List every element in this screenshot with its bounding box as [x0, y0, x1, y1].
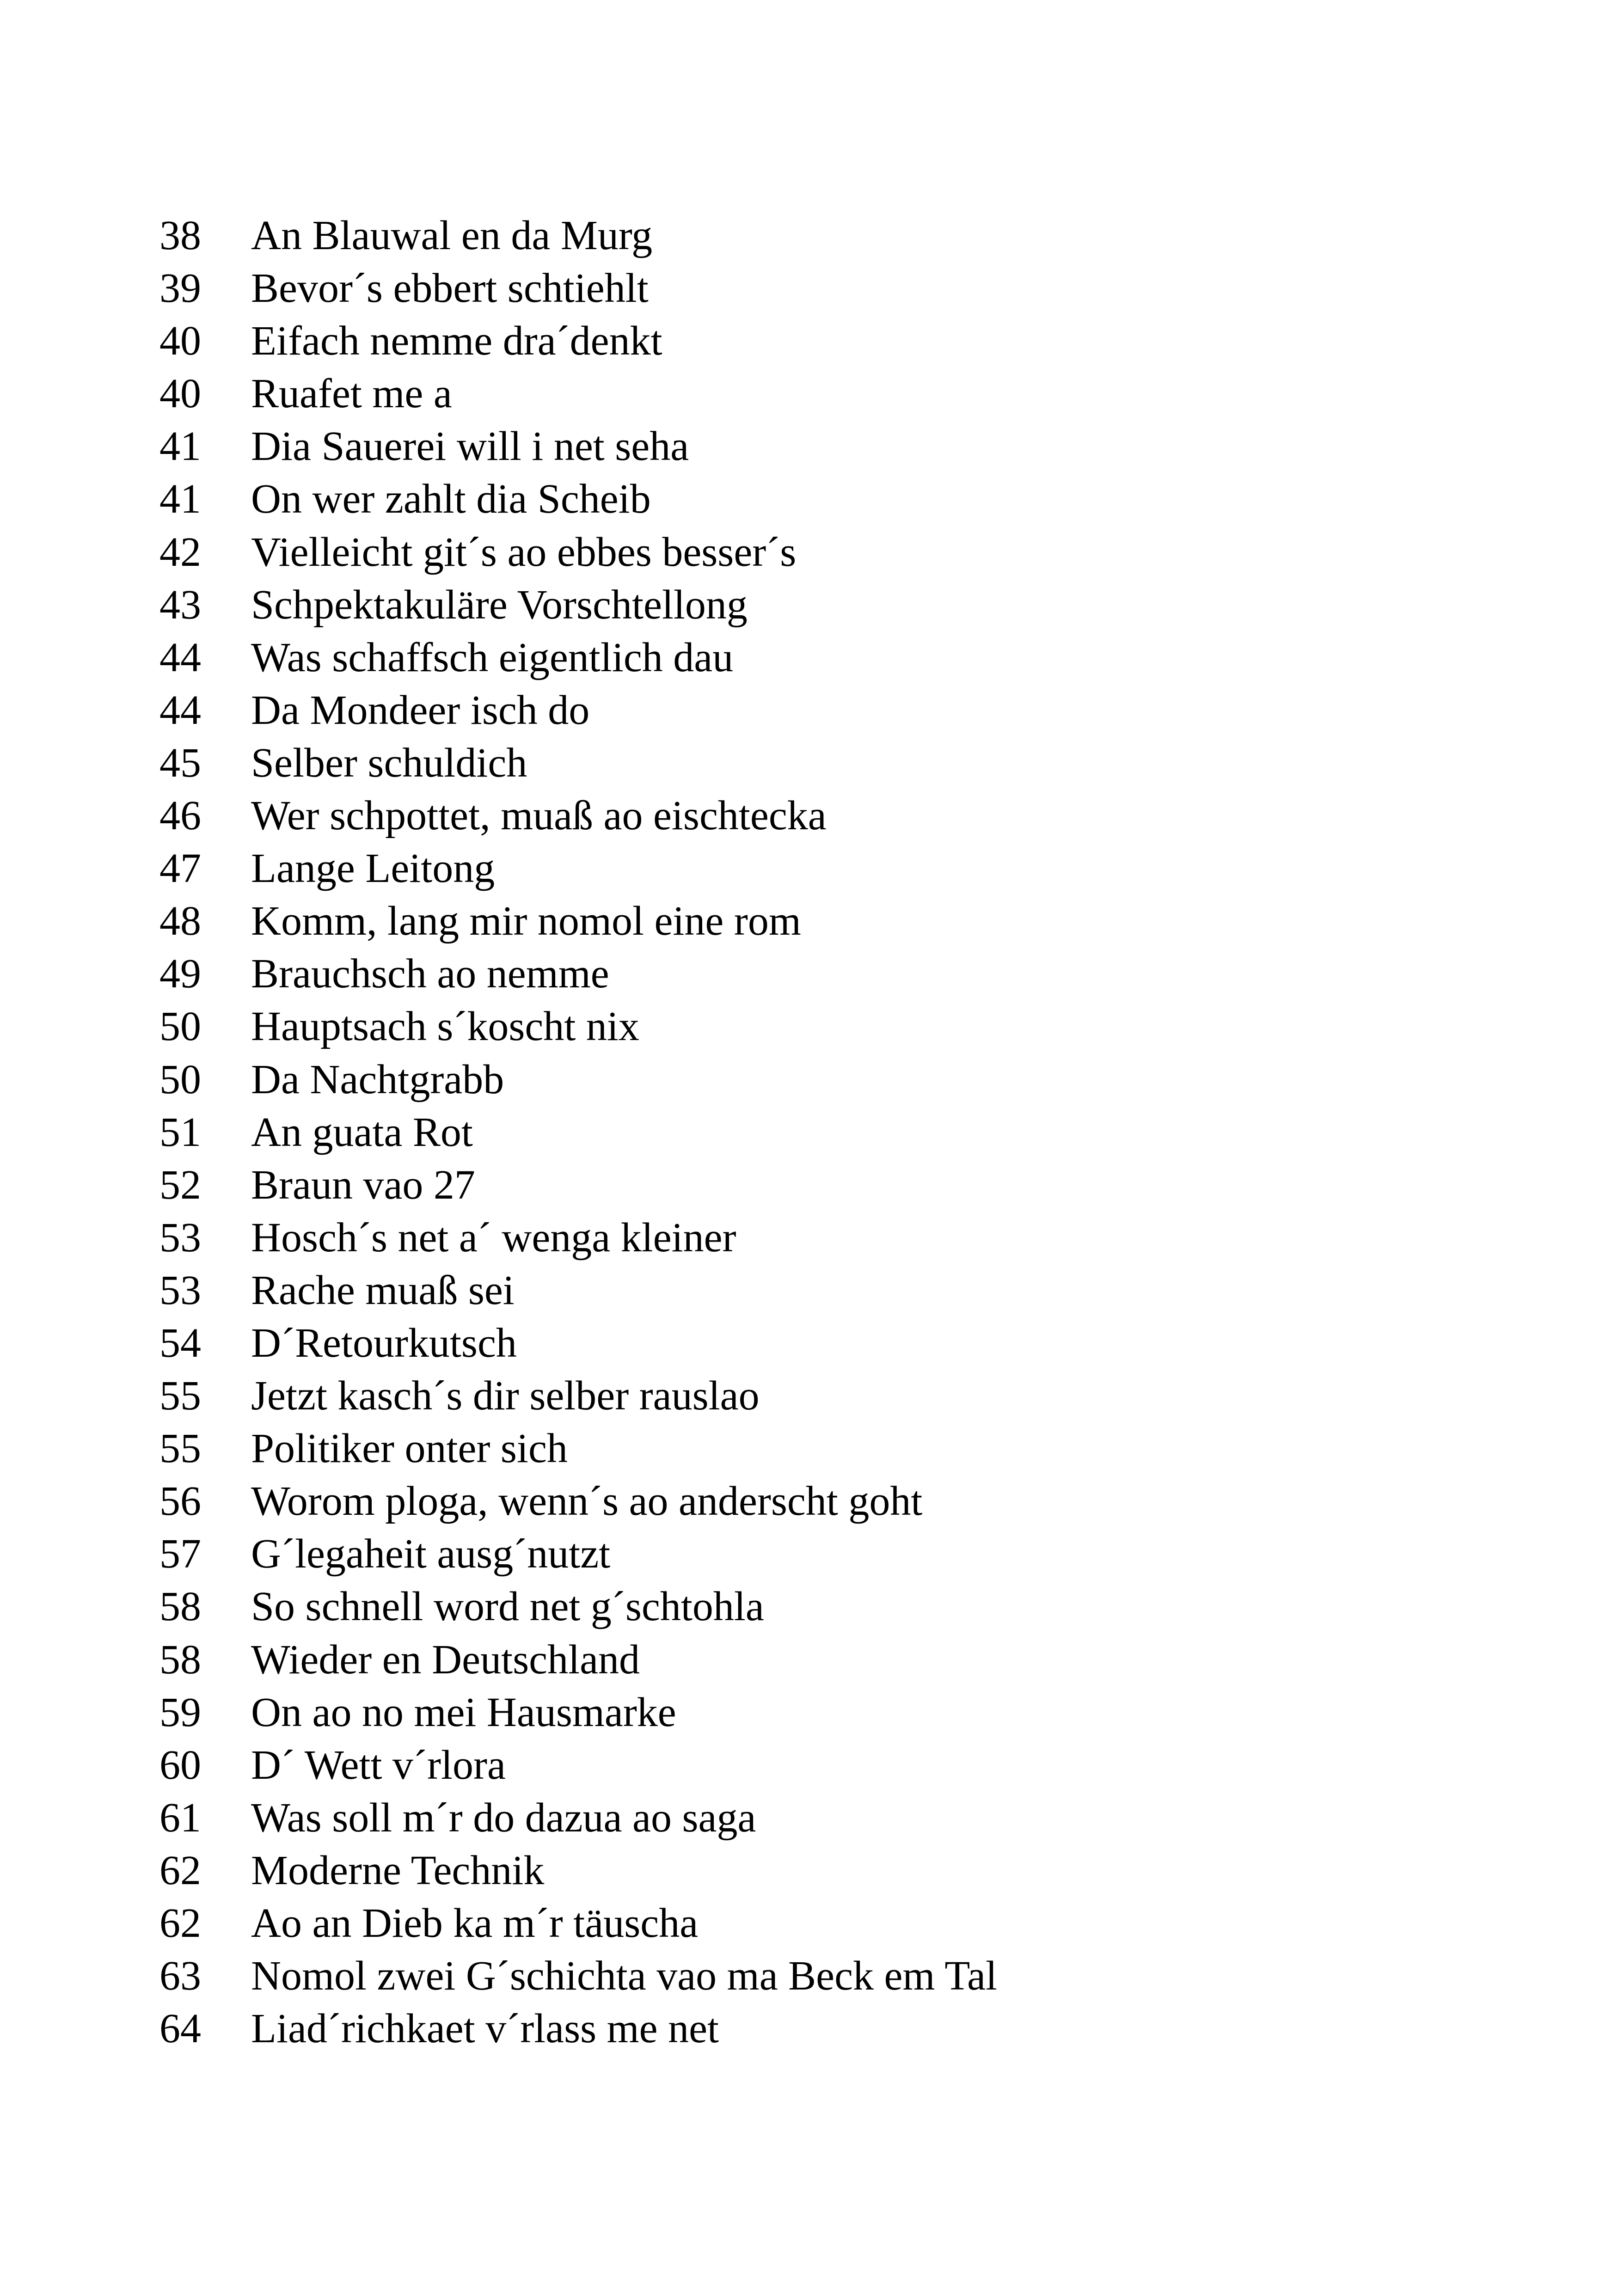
toc-story-title: Selber schuldich [251, 740, 527, 786]
toc-entry [0, 1000, 1618, 1053]
toc-page-number: 58 [159, 1636, 201, 1683]
toc-entry [0, 1686, 1618, 1739]
toc-page-number: 62 [159, 1847, 201, 1893]
toc-entry [0, 1106, 1618, 1159]
toc-story-title: On ao no mei Hausmarke [251, 1689, 676, 1735]
toc-page-number: 55 [159, 1426, 201, 1472]
toc-page-number: 49 [159, 951, 201, 997]
toc-page-number: 56 [159, 1478, 201, 1525]
toc-entry [0, 1739, 1618, 1792]
toc-page-number: 64 [159, 2006, 201, 2052]
toc-entry [0, 737, 1618, 790]
toc-page-number: 58 [159, 1584, 201, 1630]
toc-story-title: Worom ploga, wenn´s ao anderscht goht [251, 1478, 923, 1525]
toc-page-number: 59 [159, 1689, 201, 1735]
toc-page-number: 46 [159, 793, 201, 839]
toc-story-title: Komm, lang mir nomol eine rom [251, 898, 801, 944]
toc-entry [0, 684, 1618, 737]
toc-story-title: An guata Rot [251, 1109, 473, 1155]
toc-entry [0, 315, 1618, 367]
toc-entry [0, 1264, 1618, 1317]
toc-entry [0, 420, 1618, 473]
toc-page-number: 53 [159, 1214, 201, 1261]
toc-story-title: D´ Wett v´rlora [251, 1742, 506, 1788]
toc-page-number: 38 [159, 213, 201, 258]
toc-story-title: Da Mondeer isch do [251, 687, 590, 733]
toc-entry [0, 473, 1618, 526]
toc-story-title: Vielleicht git´s ao ebbes besser´s [251, 529, 797, 575]
toc-page-number: 52 [159, 1162, 201, 1208]
toc-entry [0, 1159, 1618, 1212]
toc-entry [0, 262, 1618, 315]
toc-story-title: Jetzt kasch´s dir selber rauslao [251, 1373, 760, 1419]
toc-entry [0, 631, 1618, 684]
toc-page-number: 42 [159, 529, 201, 575]
toc-story-title: Was schaffsch eigentlich dau [251, 634, 734, 680]
toc-page-number: 48 [159, 898, 201, 944]
toc-entry [0, 1422, 1618, 1475]
toc-story-title: Wer schpottet, muaß ao eischtecka [251, 793, 827, 839]
toc-story-title: D´Retourkutsch [251, 1320, 517, 1366]
toc-story-title: Hauptsach s´koscht nix [251, 1004, 639, 1050]
toc-page-number: 40 [159, 318, 201, 364]
toc-entry [0, 367, 1618, 420]
toc-entry [0, 895, 1618, 948]
toc-story-title: Braun vao 27 [251, 1162, 475, 1208]
toc-story-title: So schnell word net g´schtohla [251, 1584, 764, 1630]
toc-page-number: 53 [159, 1267, 201, 1313]
toc-page-number: 47 [159, 845, 201, 892]
toc-page-number: 39 [159, 265, 201, 312]
toc-page-number: 51 [159, 1109, 201, 1155]
toc-story-title: Rache muaß sei [251, 1267, 515, 1313]
toc-page-number: 57 [159, 1531, 201, 1577]
toc-page-number: 43 [159, 582, 201, 628]
toc-page-number: 44 [159, 687, 201, 733]
toc-story-title: Liad´richkaet v´rlass me net [251, 2006, 719, 2052]
toc-entry [0, 2002, 1618, 2055]
toc-page-number: 55 [159, 1373, 201, 1419]
toc-story-title: Dia Sauerei will i net seha [251, 423, 689, 470]
table-of-contents [0, 209, 1618, 2055]
toc-page-number: 60 [159, 1742, 201, 1788]
toc-entry [0, 1528, 1618, 1580]
toc-story-title: Da Nachtgrabb [251, 1056, 504, 1102]
toc-story-title: Ao an Dieb ka m´r täuscha [251, 1900, 699, 1946]
toc-story-title: Hosch´s net a´ wenga kleiner [251, 1214, 736, 1261]
toc-story-title: On wer zahlt dia Scheib [251, 476, 651, 522]
toc-story-title: Nomol zwei G´schichta vao ma Beck em Tal [251, 1953, 998, 1999]
toc-entry [0, 948, 1618, 1000]
toc-story-title: Was soll m´r do dazua ao saga [251, 1794, 756, 1841]
toc-entry [0, 1370, 1618, 1422]
toc-story-title: Schpektakuläre Vorschtellong [251, 582, 748, 628]
toc-page-number: 45 [159, 740, 201, 786]
toc-page-number: 40 [159, 371, 201, 417]
toc-entry [0, 1212, 1618, 1264]
toc-entry [0, 579, 1618, 631]
toc-story-title: An Blauwal en da Murg [251, 213, 653, 258]
toc-entry [0, 1950, 1618, 2002]
toc-story-title: Politiker onter sich [251, 1426, 568, 1472]
toc-story-title: Ruafet me a [251, 371, 452, 417]
toc-page-number: 50 [159, 1004, 201, 1050]
toc-entry [0, 209, 1618, 262]
toc-page-number: 61 [159, 1794, 201, 1841]
toc-story-title: Brauchsch ao nemme [251, 951, 609, 997]
toc-entry [0, 1844, 1618, 1897]
toc-entry [0, 1580, 1618, 1633]
toc-page-number: 62 [159, 1900, 201, 1946]
toc-page-number: 50 [159, 1056, 201, 1102]
toc-entry [0, 790, 1618, 842]
toc-entry [0, 1897, 1618, 1950]
toc-page-number: 44 [159, 634, 201, 680]
toc-story-title: Wieder en Deutschland [251, 1636, 640, 1683]
toc-entry [0, 1053, 1618, 1106]
toc-story-title: Eifach nemme dra´denkt [251, 318, 662, 364]
toc-story-title: Bevor´s ebbert schtiehlt [251, 265, 649, 312]
toc-entry [0, 526, 1618, 579]
toc-story-title: Lange Leitong [251, 845, 495, 892]
toc-page-number: 41 [159, 476, 201, 522]
toc-entry [0, 1475, 1618, 1528]
toc-story-title: G´legaheit ausg´nutzt [251, 1531, 611, 1577]
toc-entry [0, 842, 1618, 895]
toc-entry [0, 1634, 1618, 1686]
toc-page-number: 54 [159, 1320, 201, 1366]
toc-entry [0, 1792, 1618, 1844]
toc-entry [0, 1317, 1618, 1370]
toc-page-number: 63 [159, 1953, 201, 1999]
toc-story-title: Moderne Technik [251, 1847, 545, 1893]
toc-page-number: 41 [159, 423, 201, 470]
